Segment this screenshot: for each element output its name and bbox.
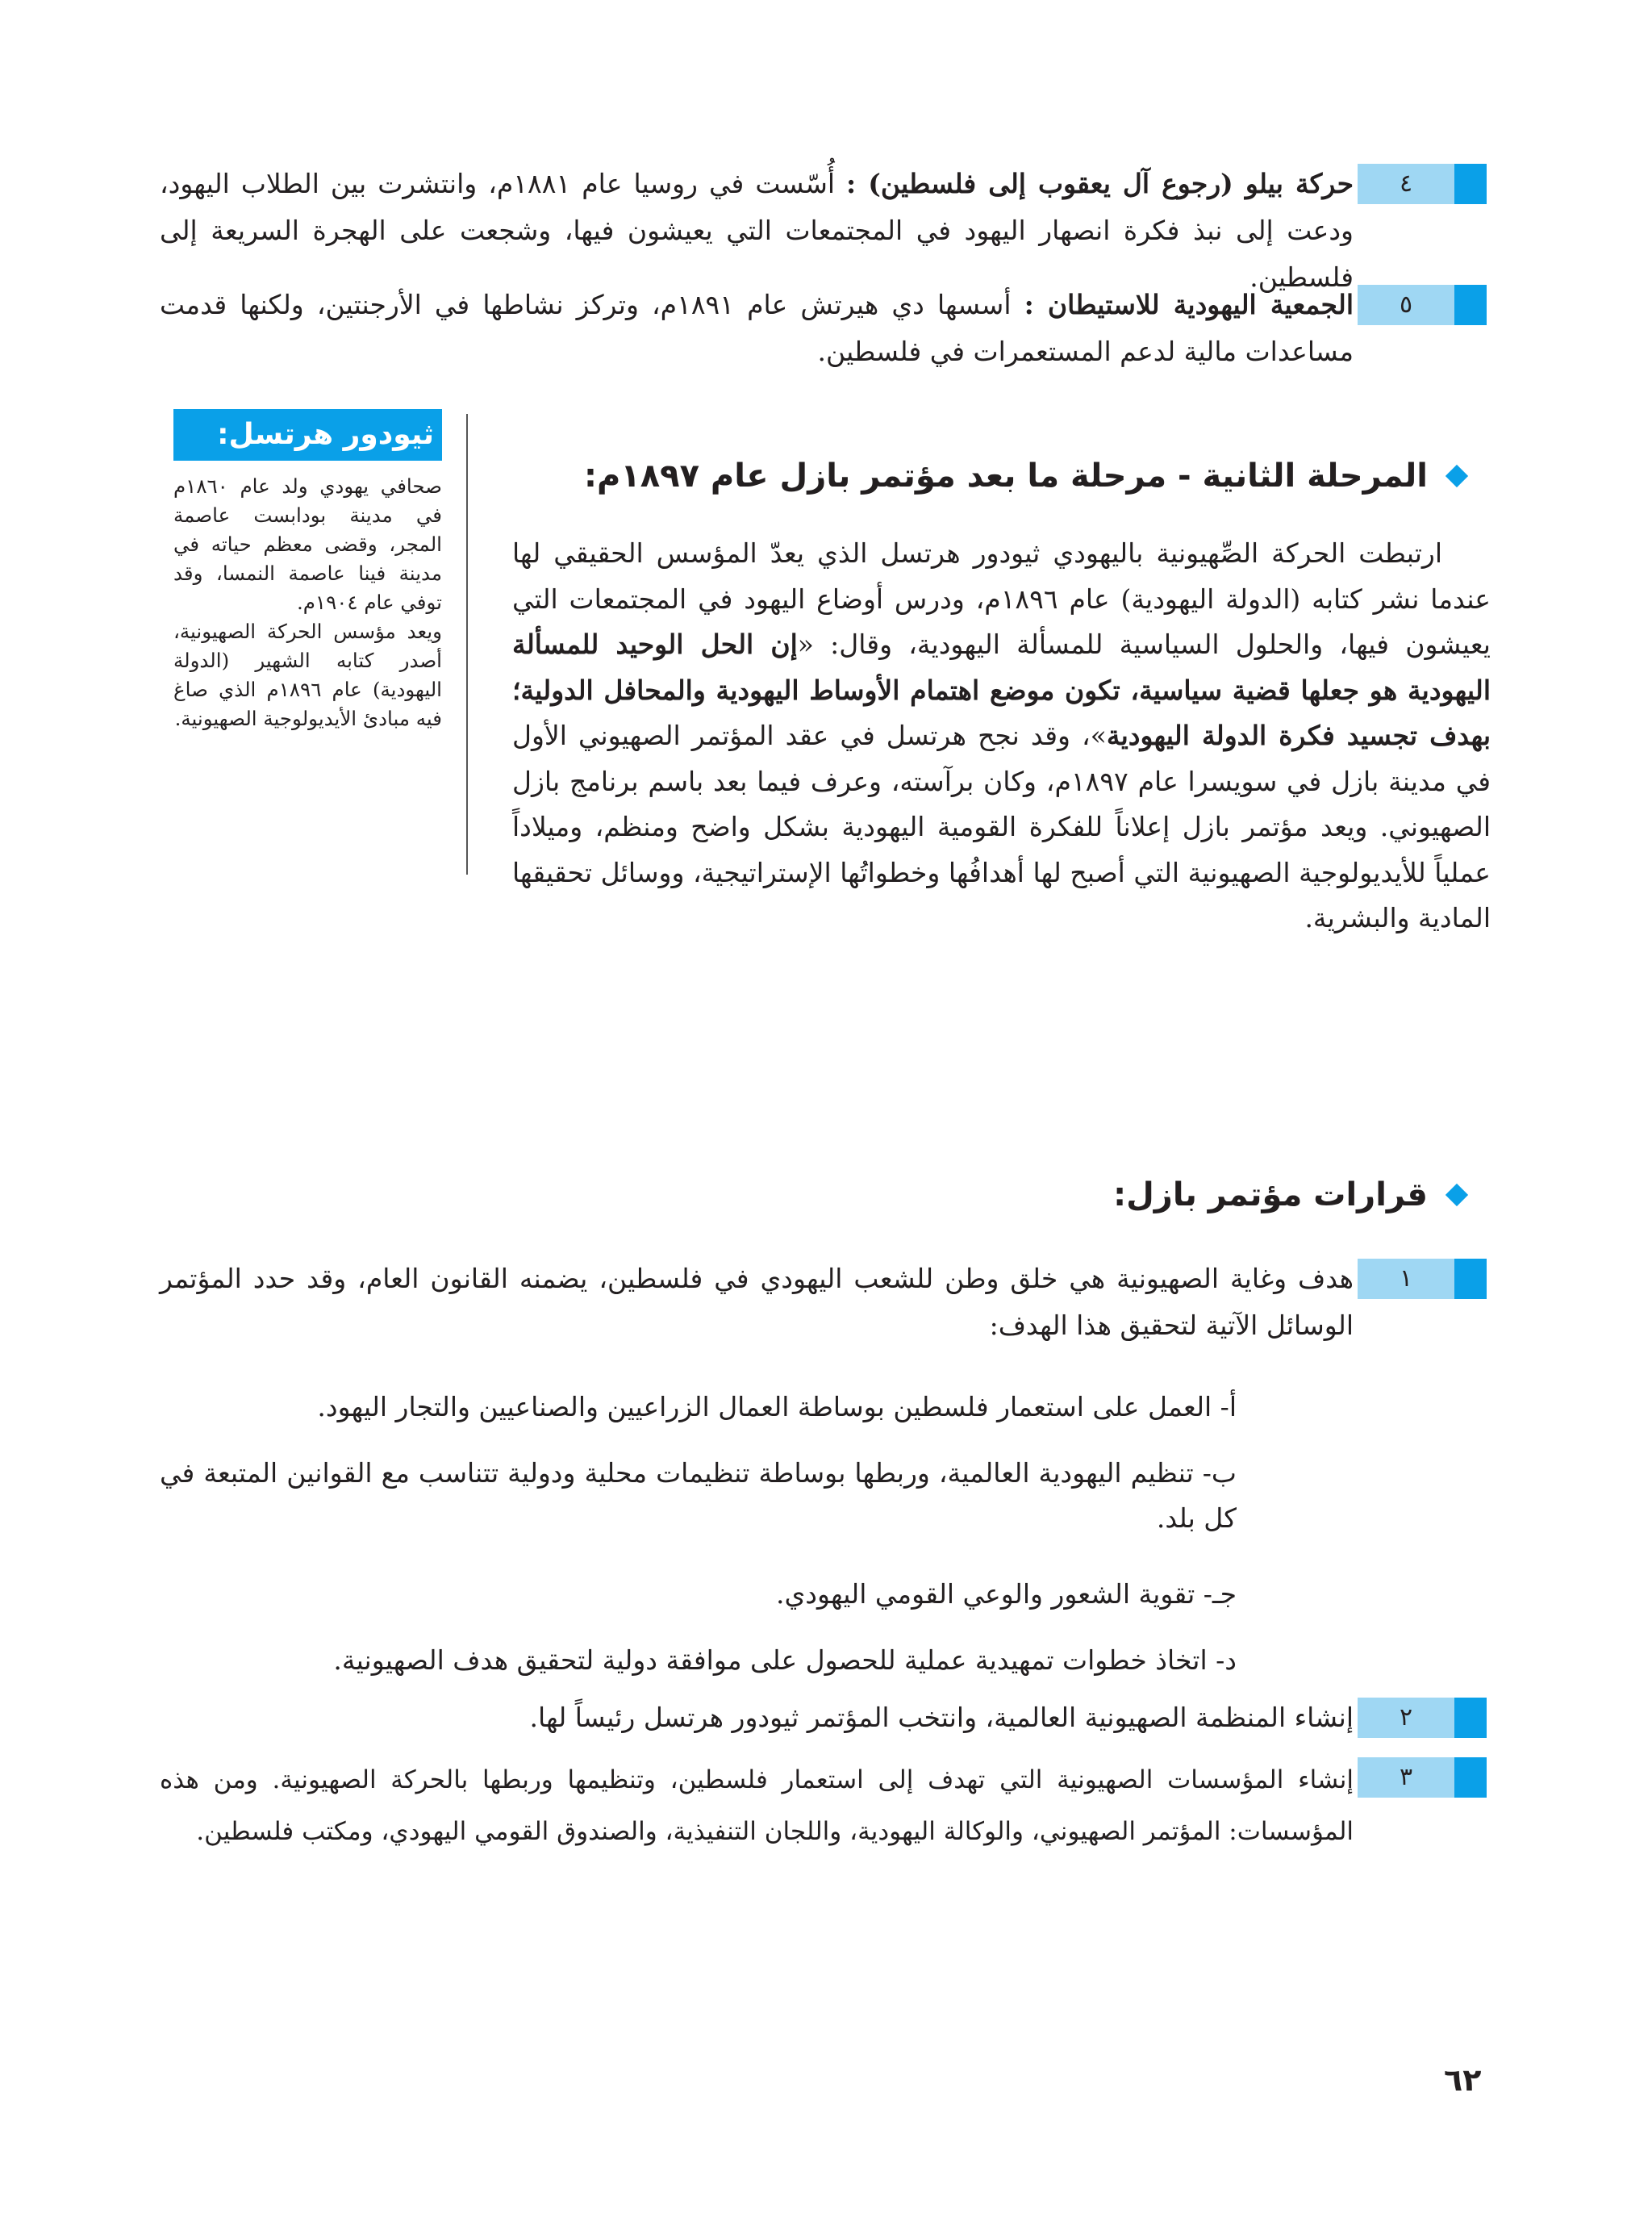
page-number: ٦٢	[1444, 2062, 1482, 2098]
list-item	[160, 1754, 1354, 1857]
section-heading	[1113, 1172, 1465, 1218]
sub-item: ب- تنظيم اليهودية العالمية، وربطها بوساطة تنظيمات محلية ودولية تتناسب مع القوانين المتبعة في كل بلد.	[160, 1457, 1237, 1534]
item-body: إنشاء المنظمة الصهيونية العالمية، وانتخب المؤتمر ثيودور هرتسل رئيساً لها.	[529, 1702, 1354, 1733]
item-body: هدف وغاية الصهيونية هي خلق وطن للشعب اليهودي في فلسطين، يضمنه القانون العام، وقد حدد المؤتمر الوسائل الآتية لتحقيق هذا الهدف:	[160, 1263, 1354, 1341]
diamond-bullet-icon	[1446, 1184, 1468, 1206]
item-body: إنشاء المؤسسات الصهيونية التي تهدف إلى استعمار فلسطين، وتنظيمها وربطها بالحركة الصهيونية. ومن هذه المؤسسات: المؤتمر الصهيوني، والوكالة اليهودية، واللجان التنفيذية، والصندوق القومي اليهودي، ومكتب فلسطين.	[160, 1765, 1354, 1846]
list-item	[160, 1255, 1354, 1349]
sidebar-divider	[466, 414, 468, 875]
sub-item: جـ- تقوية الشعور والوعي القومي اليهودي.	[775, 1578, 1237, 1610]
item-title: حركة بيلو (رجوع آل يعقوب إلى فلسطين) :	[846, 168, 1354, 199]
list-item	[160, 161, 1354, 301]
section-heading-text: قرارات مؤتمر بازل:	[1113, 1176, 1428, 1213]
sidebar-title: ثيودور هرتسل:	[173, 409, 442, 461]
sub-item: د- اتخاذ خطوات تمهيدية عملية للحصول على موافقة دولية لتحقيق هدف الصهيونية.	[333, 1644, 1237, 1676]
sidebar-paragraph: ويعد مؤسس الحركة الصهيونية، أصدر كتابه الشهير (الدولة اليهودية) عام ١٨٩٦م الذي صاغ فيه مبادئ الأيديولوجية الصهيونية.	[173, 620, 442, 730]
list-item	[160, 1694, 1354, 1741]
section-heading	[584, 453, 1465, 499]
item-number-badge	[1358, 1259, 1487, 1299]
sidebar-paragraph: صحافي يهودي ولد عام ١٨٦٠م في مدينة بودابست عاصمة المجر، وقضى معظم حياته في مدينة فينا عاصمة النمسا، وقد توفي عام ١٩٠٤م.	[173, 474, 442, 614]
quote-bold: إن الحل الوحيد للمسألة اليهودية هو جعلها قضية سياسية، تكون موضع اهتمام الأوساط اليهودية والمحافل الدولية؛ بهدف تجسيد فكرة الدولة اليهودية	[512, 629, 1491, 751]
badge-accent	[1454, 285, 1487, 325]
item-body: أسسها دي هيرتش عام ١٨٩١م، وتركز نشاطها في الأرجنتين، ولكنها قدمت مساعدات مالية لدعم المستعمرات في فلسطين.	[160, 289, 1354, 367]
section-paragraph	[512, 531, 1491, 942]
badge-accent	[1454, 1259, 1487, 1299]
sidebar-body	[173, 472, 442, 733]
badge-accent	[1454, 164, 1487, 204]
paragraph-text: »، وقد نجح هرتسل في عقد المؤتمر الصهيوني الأول في مدينة بازل في سويسرا عام ١٨٩٧م، وكان برآسته، وعرف فيما بعد باسم برنامج بازل الصهيوني. ويعد مؤتمر بازل إعلاناً للفكرة القومية اليهودية بشكل واضح ومنظم، وميلاداً عملياً للأيديولوجية الصهيونية التي أصبح لها أهدافُها وخطواتُها الإستراتيجية، ووسائل تحقيقها المادية والبشرية.	[512, 720, 1491, 934]
paragraph-text: ارتبطت الحركة الصِّهيونية باليهودي ثيودور هرتسل الذي يعدّ المؤسس الحقيقي لها عندما نشر كتابه (الدولة اليهودية) عام ١٨٩٦م، ودرس أوضاع اليهود في المجتمعات التي يعيشون فيها، والحلول السياسية للمسألة اليهودية، وقال: «	[512, 537, 1491, 660]
badge-accent	[1454, 1757, 1487, 1798]
item-number: ١	[1358, 1259, 1454, 1299]
item-title: الجمعية اليهودية للاستيطان :	[1024, 289, 1354, 320]
item-number: ٢	[1358, 1698, 1454, 1738]
diamond-bullet-icon	[1446, 465, 1468, 487]
item-number-badge	[1358, 1698, 1487, 1738]
item-number: ٤	[1358, 164, 1454, 204]
item-number: ٥	[1358, 285, 1454, 325]
badge-accent	[1454, 1698, 1487, 1738]
item-number-badge	[1358, 1757, 1487, 1798]
item-body: أُسّست في روسيا عام ١٨٨١م، وانتشرت بين الطلاب اليهود، ودعت إلى نبذ فكرة انصهار اليهود في المجتمعات التي يعيشون فيها، وشجعت على الهجرة السريعة إلى فلسطين.	[160, 168, 1354, 293]
item-number-badge	[1358, 285, 1487, 325]
sub-item: أ- العمل على استعمار فلسطين بوساطة العمال الزراعيين والصناعيين والتجار اليهود.	[317, 1391, 1237, 1422]
section-heading-text: المرحلة الثانية - مرحلة ما بعد مؤتمر بازل عام ١٨٩٧م:	[584, 457, 1428, 495]
item-number-badge	[1358, 164, 1487, 204]
list-item	[160, 282, 1354, 375]
item-number: ٣	[1358, 1757, 1454, 1798]
